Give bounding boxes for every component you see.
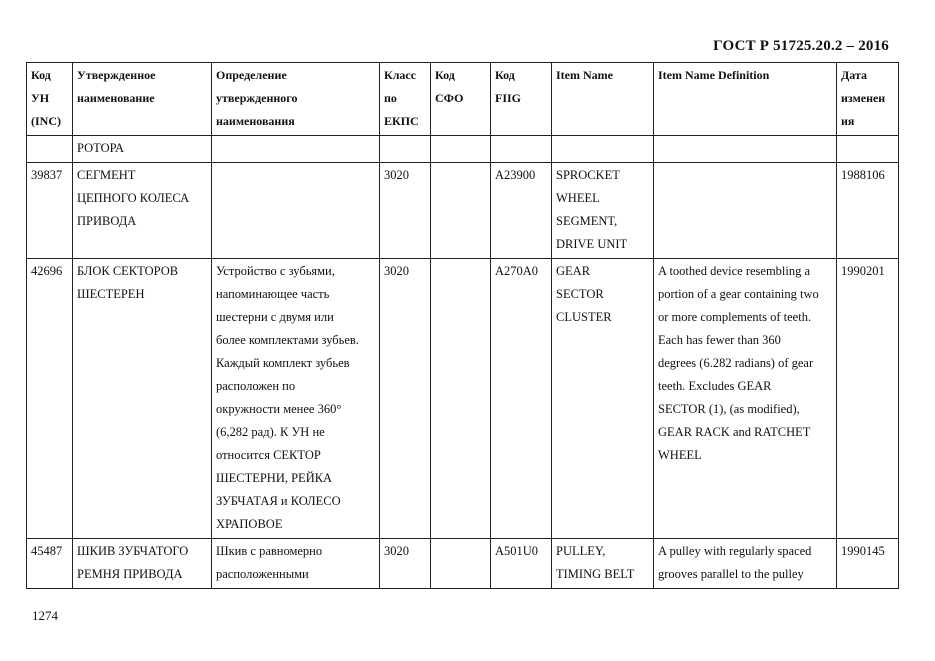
cell-item-name: [552, 136, 654, 163]
cell-class: 3020: [380, 539, 431, 589]
cell-sfo: [431, 163, 491, 259]
cell-definition: Устройство с зубьями, напоминающее часть шестерни с двумя или более комплектами зубьев. Каждый комплект зубьев расположен по окружности менее 360° (6,282 рад). К УН не относится СЕКТОР ШЕСТЕРНИ, РЕЙКА ЗУБЧАТАЯ и КОЛЕСО ХРАПОВОЕ: [212, 259, 380, 539]
column-header-inc: Код УН (INC): [27, 63, 73, 136]
cell-item-definition: A toothed device resembling a portion of a gear containing two or more complements of teeth. Each has fewer than 360 degrees (6.282 radians) of gear teeth. Excludes GEAR SECTOR (1), (as modified), GEAR RACK and RATCHET WHEEL: [654, 259, 837, 539]
cell-approved-name: РОТОРА: [73, 136, 212, 163]
column-header-approved-name: Утвержденное наименование: [73, 63, 212, 136]
table-row: [27, 163, 899, 259]
cell-item-definition: [654, 163, 837, 259]
cell-definition: [212, 136, 380, 163]
cell-approved-name: БЛОК СЕКТОРОВ ШЕСТЕРЕН: [73, 259, 212, 539]
cell-inc: 39837: [27, 163, 73, 259]
cell-item-name: SPROCKET WHEEL SEGMENT, DRIVE UNIT: [552, 163, 654, 259]
cell-item-definition: A pulley with regularly spaced grooves parallel to the pulley: [654, 539, 837, 589]
column-header-item-definition: Item Name Definition: [654, 63, 837, 136]
catalog-table: [26, 62, 899, 589]
cell-definition: Шкив с равномерно расположенными: [212, 539, 380, 589]
cell-inc: 45487: [27, 539, 73, 589]
cell-approved-name: СЕГМЕНТ ЦЕПНОГО КОЛЕСА ПРИВОДА: [73, 163, 212, 259]
column-header-class: Класс по ЕКПС: [380, 63, 431, 136]
cell-sfo: [431, 136, 491, 163]
table-row: [27, 136, 899, 163]
cell-fiig: A270A0: [491, 259, 552, 539]
cell-class: 3020: [380, 259, 431, 539]
column-header-definition: Определение утвержденного наименования: [212, 63, 380, 136]
cell-definition: [212, 163, 380, 259]
cell-item-definition: [654, 136, 837, 163]
cell-sfo: [431, 539, 491, 589]
table-header-row: [27, 63, 899, 136]
column-header-fiig: Код FIIG: [491, 63, 552, 136]
column-header-item-name: Item Name: [552, 63, 654, 136]
cell-class: 3020: [380, 163, 431, 259]
cell-change-date: 1988106: [837, 163, 899, 259]
cell-inc: 42696: [27, 259, 73, 539]
cell-item-name: GEAR SECTOR CLUSTER: [552, 259, 654, 539]
cell-fiig: A23900: [491, 163, 552, 259]
cell-class: [380, 136, 431, 163]
cell-fiig: [491, 136, 552, 163]
page-number: 1274: [32, 608, 58, 623]
cell-item-name: PULLEY, TIMING BELT: [552, 539, 654, 589]
column-header-sfo: Код СФО: [431, 63, 491, 136]
cell-change-date: [837, 136, 899, 163]
standard-title: ГОСТ Р 51725.20.2 – 2016: [713, 38, 889, 54]
cell-change-date: 1990145: [837, 539, 899, 589]
cell-inc: [27, 136, 73, 163]
table-row: [27, 539, 899, 589]
cell-change-date: 1990201: [837, 259, 899, 539]
cell-fiig: A501U0: [491, 539, 552, 589]
cell-sfo: [431, 259, 491, 539]
table-row: [27, 259, 899, 539]
cell-approved-name: ШКИВ ЗУБЧАТОГО РЕМНЯ ПРИВОДА: [73, 539, 212, 589]
column-header-change-date: Дата изменен ия: [837, 63, 899, 136]
